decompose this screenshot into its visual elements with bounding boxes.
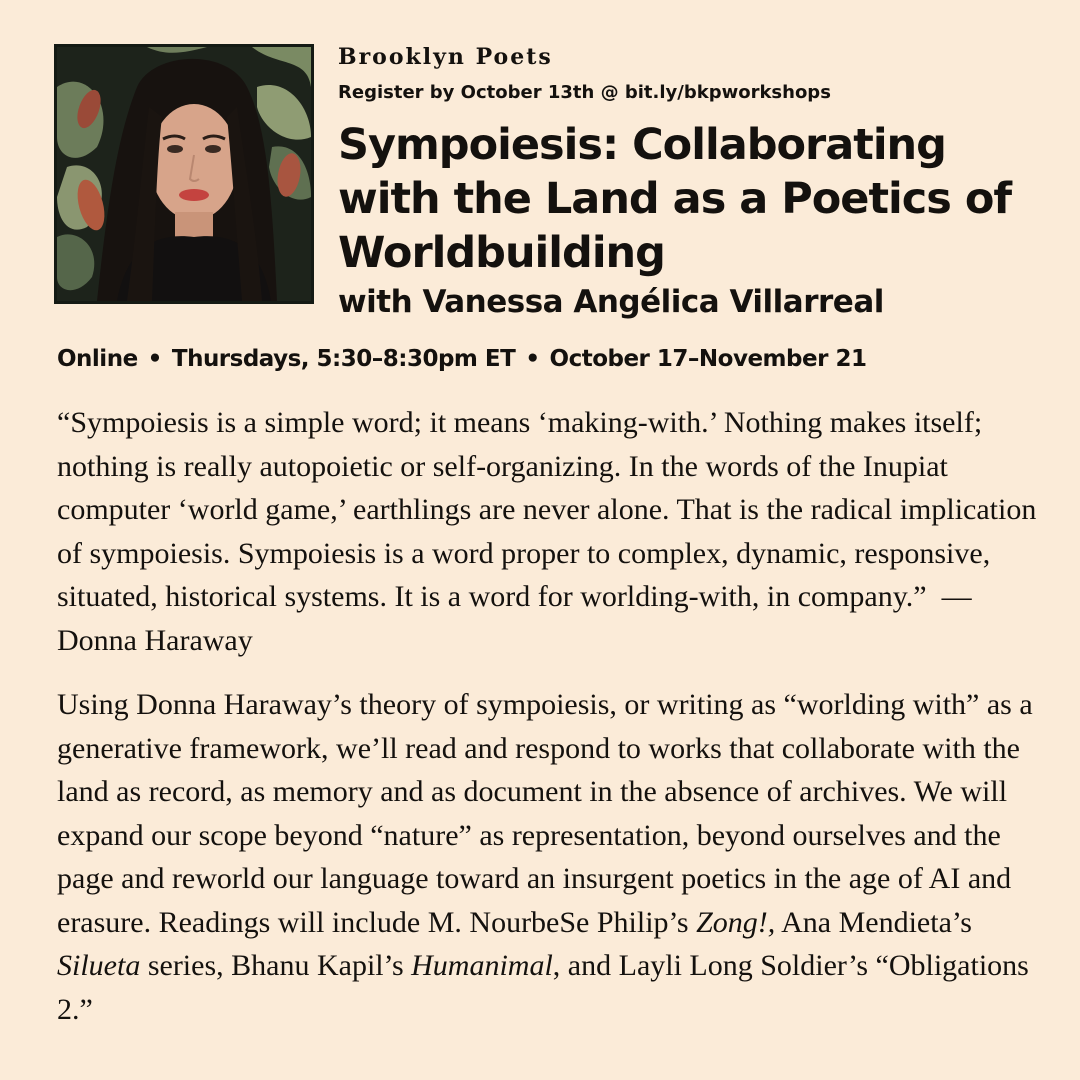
- reading-silueta: Silueta: [57, 949, 141, 982]
- organization-name: Brooklyn Poets: [338, 44, 553, 70]
- portrait-illustration: [57, 47, 311, 301]
- description-intro: Using Donna Haraway’s theory of sympoiesis, or writing as “worlding with” as a generative framework, we’ll read and respond to works that collaborate with the land as record, as memory and as document in the absence of archives. We will expand our scope beyond “nature” as representation, beyond ourselves and the page and reworld our language toward an insurgent poetics in the age of AI and erasure. Readings will include M. NourbeSe Philip’s: [57, 688, 1033, 939]
- title-line-1: Sympoiesis: Collaborating: [338, 120, 946, 170]
- description-text-2: Ana Mendieta’s: [781, 905, 972, 939]
- description-text-4: , and Layli Long Soldier’s “Obligations 2.”: [57, 949, 1029, 1026]
- workshop-details: [57, 346, 866, 372]
- workshop-title: [338, 118, 1058, 280]
- reading-zong: Zong!,: [696, 905, 776, 939]
- quote-text: “Sympoiesis is a simple word; it means ‘making-with.’ Nothing makes itself; nothing is really autopoietic or self-organizing. In the words of the Inupiat computer ‘world game,’ earthlings are never alone. That is the radical implication of sympoiesis. Sympoiesis is a word proper to complex, dynamic, responsive, situated, historical systems. It is a word for worlding-with, in company.”: [57, 406, 1037, 613]
- reading-humanimal: Humanimal: [411, 949, 553, 982]
- separator-dot: •: [147, 346, 162, 372]
- instructor-photo: [54, 44, 314, 304]
- title-line-3: Worldbuilding: [338, 228, 665, 278]
- registration-info: Register by October 13th @ bit.ly/bkpworkshops: [338, 82, 831, 103]
- dates: October 17–November 21: [549, 346, 867, 372]
- format: Online: [57, 346, 138, 372]
- haraway-quote: [57, 401, 1037, 662]
- instructor-name: with Vanessa Angélica Villarreal: [338, 284, 884, 320]
- quote-attribution: — Donna Haraway: [57, 580, 972, 657]
- separator-dot: •: [525, 346, 540, 372]
- workshop-description: [57, 683, 1037, 1031]
- description-text-3: series, Bhanu Kapil’s: [147, 949, 404, 982]
- title-line-2: with the Land as a Poetics of: [338, 174, 1012, 224]
- schedule: Thursdays, 5:30–8:30pm ET: [171, 346, 516, 372]
